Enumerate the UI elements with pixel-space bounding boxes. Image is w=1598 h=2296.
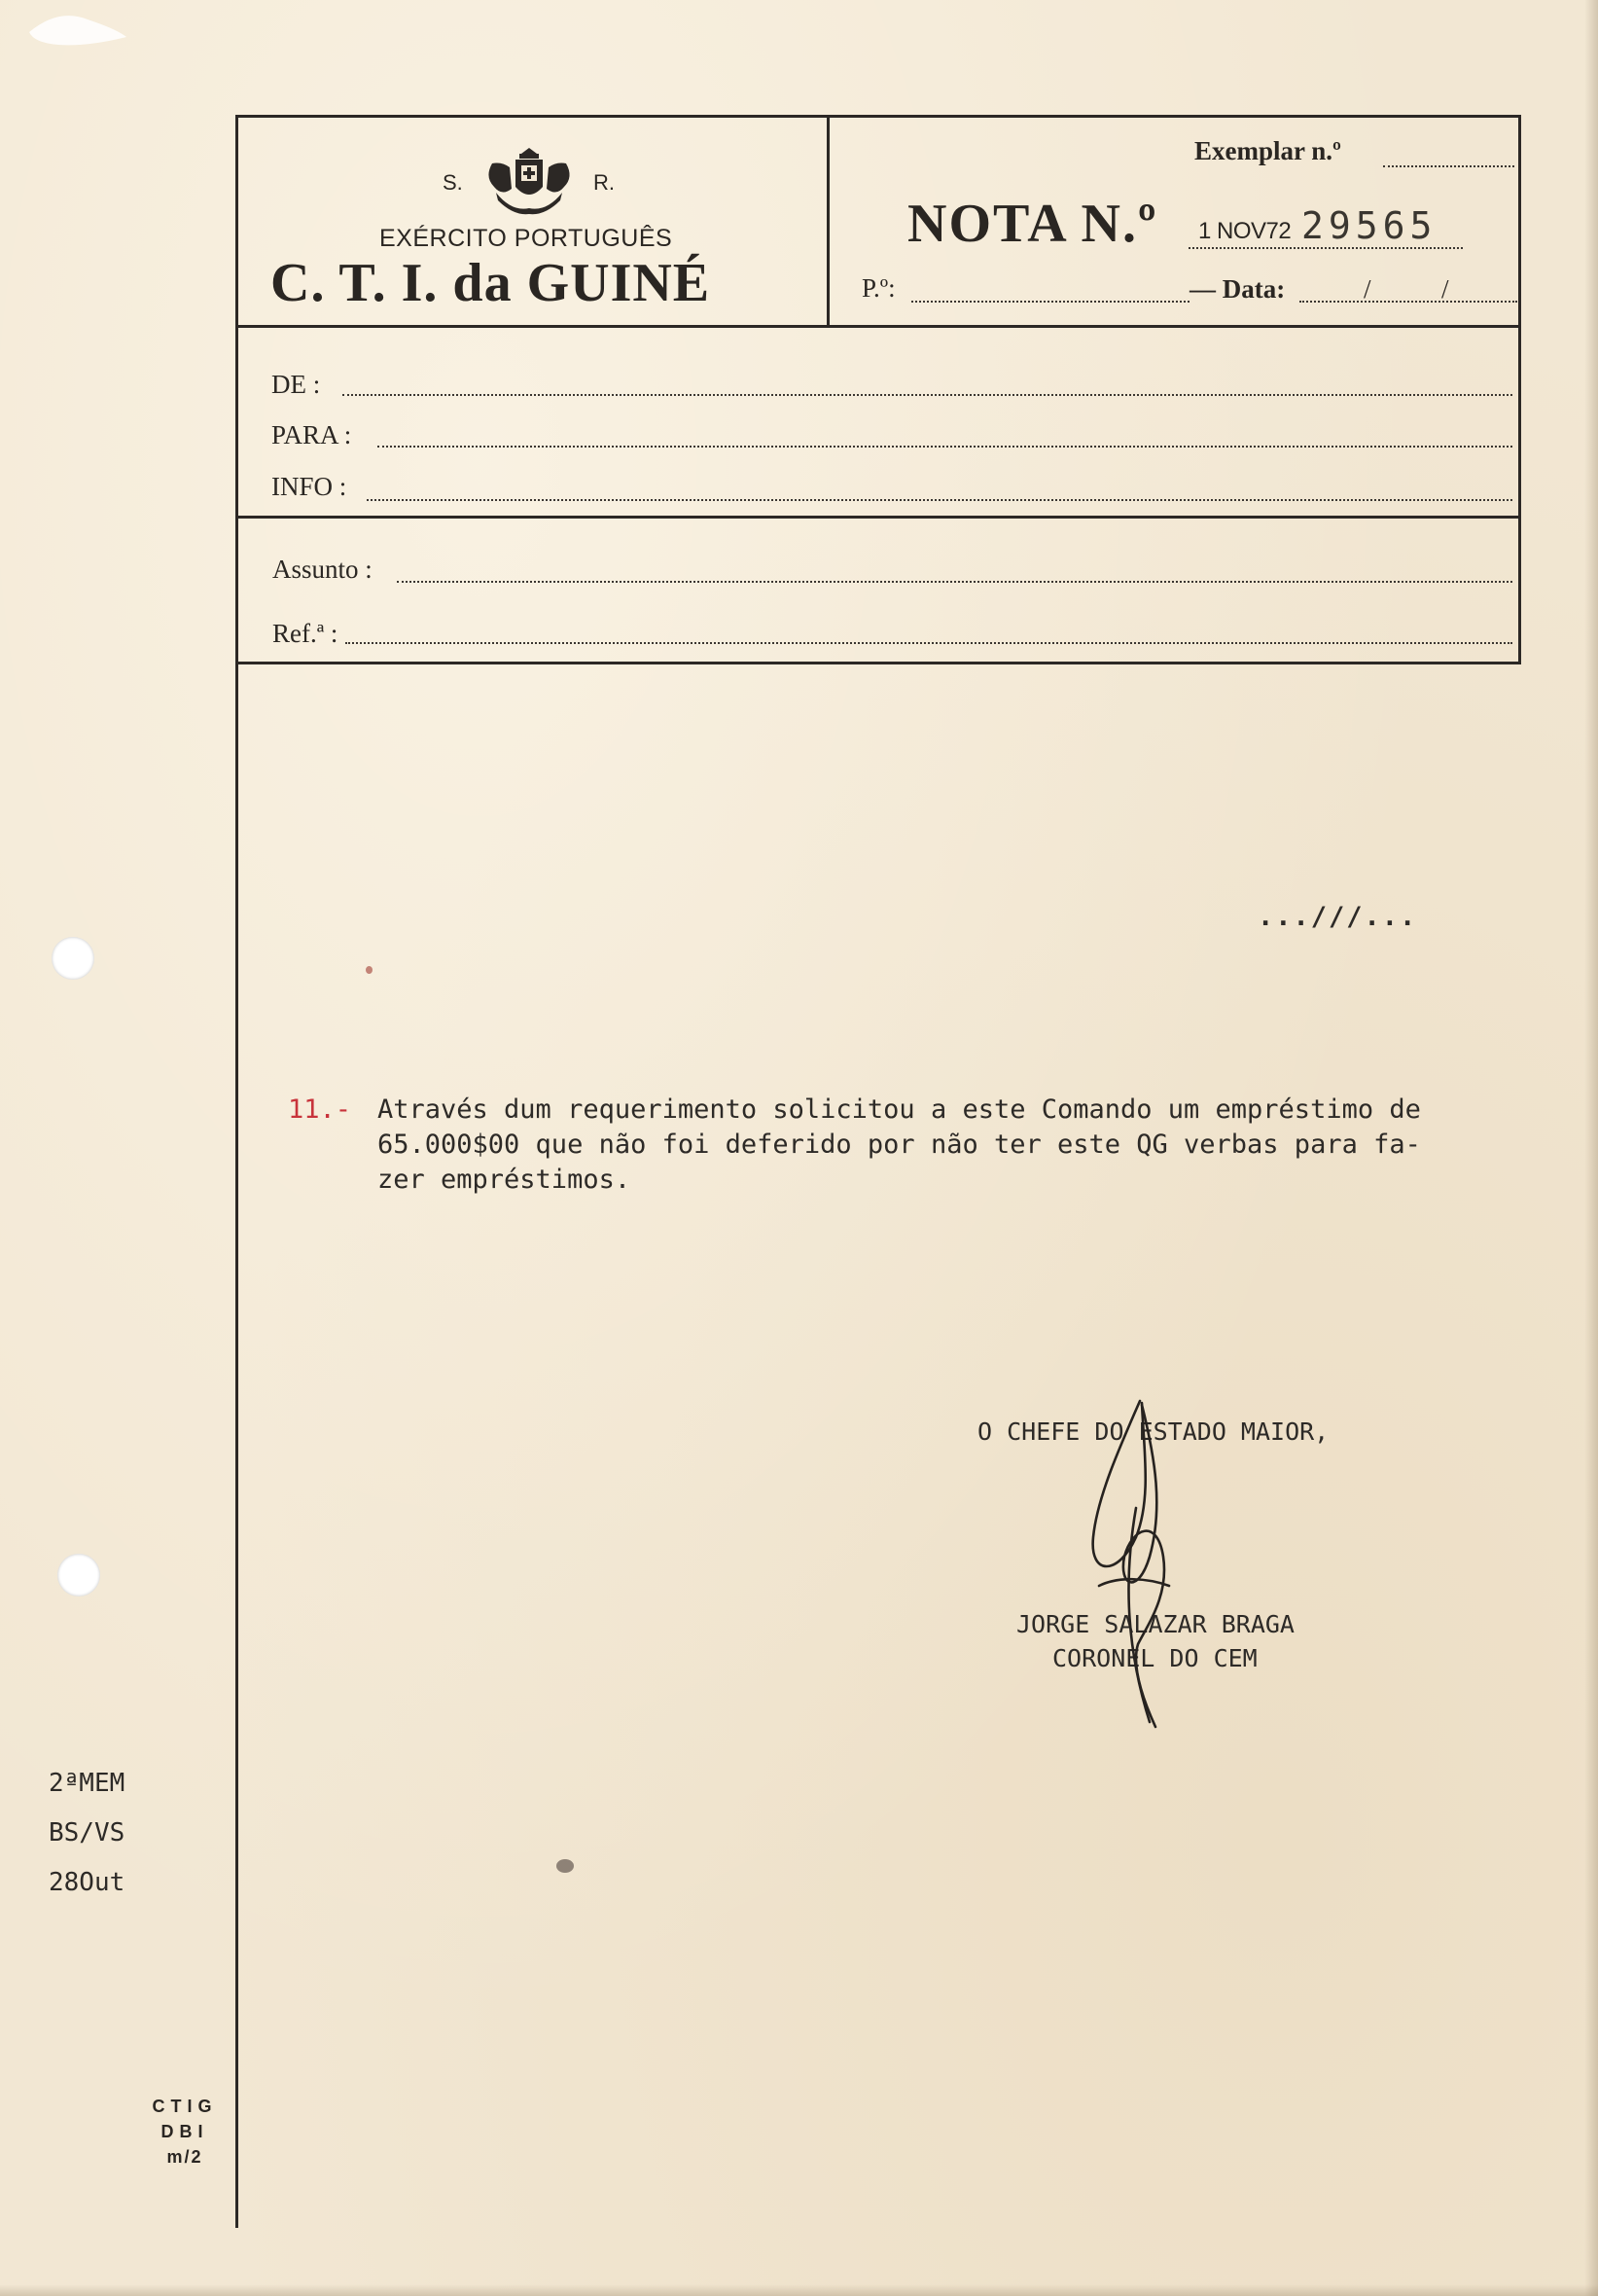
corner-tear [19, 8, 136, 56]
margin-note: BS/VS [49, 1818, 125, 1848]
info-label: INFO : [271, 472, 347, 501]
info-field [367, 499, 1512, 501]
date-separator: / [1441, 274, 1449, 304]
form-code: DBI [160, 2122, 209, 2141]
coat-of-arms-icon [482, 144, 576, 218]
body-line: 65.000$00 que não foi deferido por não ter este QG verbas para fa- [377, 1130, 1421, 1160]
paper-bottom-shadow [0, 2284, 1598, 2296]
r-letter: R. [593, 170, 615, 195]
para-field [377, 446, 1512, 448]
nota-number-field [1189, 247, 1463, 249]
ref-field [345, 642, 1512, 644]
margin-note: 28Out [49, 1868, 125, 1897]
header-divider [827, 115, 830, 327]
unit-name: C. T. I. da GUINÉ [270, 253, 711, 313]
assunto-label: Assunto : [272, 555, 373, 584]
body-line: zer empréstimos. [377, 1165, 631, 1195]
date-separator: / [1364, 274, 1371, 304]
de-field [342, 394, 1512, 396]
nota-label: NOTA N.º [907, 194, 1158, 254]
date-stamp: 1 NOV72 [1198, 218, 1292, 244]
punch-hole-bottom [57, 1554, 100, 1596]
ref-label: Ref.ª : [272, 619, 338, 648]
punch-hole-top [52, 937, 94, 980]
stain-mark [556, 1859, 574, 1873]
data-field [1299, 301, 1517, 303]
signer-name: JORGE SALAZAR BRAGA [1016, 1610, 1295, 1638]
form-right-border [1518, 115, 1521, 664]
form-top-border [235, 115, 1521, 118]
addressee-bottom-rule [237, 516, 1521, 519]
body-line: Através dum requerimento solicitou a este Comando um empréstimo de [377, 1094, 1421, 1125]
handwritten-signature [1080, 1391, 1187, 1732]
subject-bottom-rule [237, 662, 1521, 664]
p-field [911, 301, 1190, 303]
signature-title: O CHEFE DO ESTADO MAIOR, [977, 1417, 1330, 1446]
header-bottom-rule [237, 325, 1521, 328]
stain-mark [366, 966, 373, 974]
para-label: PARA : [271, 420, 352, 449]
s-letter: S. [443, 170, 463, 195]
paper-edge-shadow [1584, 0, 1598, 2296]
signer-rank: CORONEL DO CEM [1052, 1644, 1258, 1672]
form-code: m/2 [166, 2147, 203, 2167]
form-code: CTIG [152, 2097, 218, 2116]
margin-note: 2ªMEM [49, 1769, 125, 1798]
exemplar-label: Exemplar n.º [1194, 136, 1341, 165]
de-label: DE : [271, 370, 321, 399]
item-number: 11.- [288, 1094, 352, 1125]
assunto-field [397, 581, 1512, 583]
continuation-mark: ...///... [1258, 902, 1418, 932]
nota-number: 29565 [1301, 204, 1438, 247]
army-name: EXÉRCITO PORTUGUÊS [379, 225, 673, 252]
exemplar-field [1383, 165, 1514, 167]
form-left-border [235, 117, 238, 2228]
p-label: P.º: [862, 273, 896, 303]
data-label: — Data: [1190, 274, 1286, 304]
